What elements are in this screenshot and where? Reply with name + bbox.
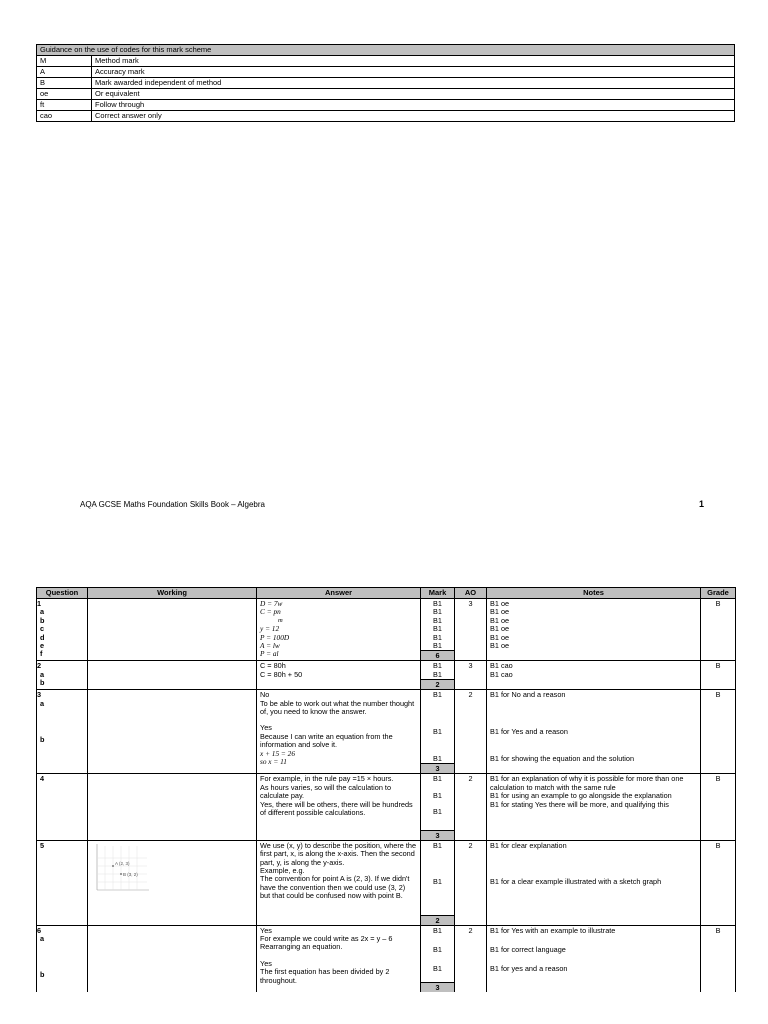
code: ft [37, 100, 92, 111]
answer: As hours varies, so will the calculation to calculate pay. [260, 782, 391, 801]
answer: To be able to work out what the number thought of, you need to know the answer. [260, 698, 415, 717]
answer-cell [257, 925, 421, 992]
question-number [37, 925, 88, 992]
question-row-2 [37, 661, 736, 690]
part: a [40, 669, 45, 679]
answer: No [260, 690, 270, 700]
header-row [37, 588, 736, 599]
note: B1 cao [490, 661, 513, 671]
total-mark: 3 [421, 763, 454, 773]
note: B1 for No and a reason [490, 690, 566, 700]
answer: Yes, there will be others, there will be hundreds of different possible calculations. [260, 799, 413, 818]
question-number [37, 690, 88, 774]
note: B1 for clear explanation [490, 840, 567, 850]
code: oe [37, 89, 92, 100]
ao-cell: 3 [455, 661, 487, 690]
qnum: 2 [37, 661, 42, 671]
answer: P = al [260, 649, 279, 659]
question-number [37, 661, 88, 690]
guidance-row [37, 89, 735, 100]
note: B1 for an explanation of why it is possible for more than one calculation to match with the same rule [490, 774, 684, 792]
grade-cell: B [701, 661, 736, 690]
sketch-graph [91, 842, 151, 896]
working-cell [88, 599, 257, 661]
part: f [40, 649, 43, 659]
guidance-header-row [37, 45, 735, 56]
part: e [40, 641, 45, 651]
part: b [40, 735, 45, 745]
meaning: Or equivalent [92, 89, 735, 100]
answer: P = 100D [260, 632, 290, 642]
note: B1 for using an example to go alongside the explanation [490, 791, 672, 801]
note: B1 oe [490, 624, 510, 634]
answer-cell [257, 599, 421, 661]
mark: B1 [433, 840, 442, 850]
grid [97, 846, 147, 890]
answer: Rearranging an equation. [260, 942, 343, 952]
code: A [37, 67, 92, 78]
notes-cell [487, 774, 701, 840]
answer: y = 12 [260, 624, 280, 634]
question-number [37, 774, 88, 840]
answer: x + 15 = 26 [260, 748, 295, 758]
point-a-label: A (2, 3) [115, 860, 130, 866]
mark: B1 [433, 754, 442, 764]
mark: B1 [433, 661, 442, 671]
ao-cell: 2 [455, 925, 487, 992]
col-grade: Grade [701, 588, 736, 599]
footer-title: AQA GCSE Maths Foundation Skills Book – Algebra [80, 500, 265, 509]
working-cell [88, 925, 257, 992]
answer: The convention for point A is (2, 3). If we didn't have the convention then we could use (3, 2) but that could be confused now with point B. [260, 874, 410, 901]
code: B [37, 78, 92, 89]
mark: B1 [433, 669, 442, 679]
total-mark: 3 [421, 982, 454, 992]
answer: C = 80h + 50 [260, 669, 303, 679]
col-question: Question [37, 588, 88, 599]
grade-cell: B [701, 840, 736, 925]
point-a [112, 865, 114, 867]
note: B1 oe [490, 641, 510, 651]
answer: For example we could write as 2x = y – 6 [260, 933, 393, 943]
mark-cell [421, 925, 455, 992]
question-row-6 [37, 925, 736, 992]
qnum: 6 [37, 925, 42, 935]
note: B1 for stating Yes there will be more, and qualifying this [490, 799, 669, 809]
ao-cell: 2 [455, 774, 487, 840]
answer: Yes [260, 723, 272, 733]
qnum: 1 [37, 599, 42, 608]
question-number [37, 840, 88, 925]
guidance-row [37, 100, 735, 111]
guidance-table [36, 44, 735, 122]
mark-cell [421, 599, 455, 661]
col-working: Working [88, 588, 257, 599]
working-cell [88, 774, 257, 840]
code: M [37, 56, 92, 67]
qnum: 4 [40, 774, 45, 784]
col-notes: Notes [487, 588, 701, 599]
qnum: 3 [37, 690, 42, 700]
ao-cell: 2 [455, 690, 487, 774]
working-cell [88, 840, 257, 925]
page-number: 1 [699, 499, 705, 509]
total-mark: 3 [421, 830, 454, 840]
ao-cell: 3 [455, 599, 487, 661]
note: B1 cao [490, 669, 513, 679]
part: a [40, 933, 45, 943]
guidance-row [37, 78, 735, 89]
grade-cell: B [701, 925, 736, 992]
col-mark: Mark [421, 588, 455, 599]
part: b [40, 970, 45, 980]
mark-cell [421, 840, 455, 925]
answer: Example, e.g. [260, 865, 305, 875]
mark: B1 [433, 632, 442, 642]
question-number [37, 599, 88, 661]
mark-scheme-table [36, 587, 736, 992]
note: B1 oe [490, 615, 510, 625]
answer: Yes [260, 925, 272, 935]
mark: B1 [433, 690, 442, 700]
mark-cell [421, 774, 455, 840]
mark: B1 [433, 599, 442, 608]
note: B1 for showing the equation and the solution [490, 754, 635, 764]
notes-cell [487, 599, 701, 661]
point-b-label: B (3, 2) [123, 871, 138, 877]
note: B1 oe [490, 632, 510, 642]
question-row-1 [37, 599, 736, 661]
guidance-header: Guidance on the use of codes for this mark scheme [37, 45, 735, 56]
answer: D = 7w [260, 599, 283, 608]
mark: B1 [433, 641, 442, 651]
answer: Because I can write an equation from the information and solve it. [260, 731, 393, 750]
part: d [40, 632, 45, 642]
question-row-4 [37, 774, 736, 840]
total-mark: 2 [421, 679, 454, 689]
answer-cell [257, 690, 421, 774]
working-cell [88, 661, 257, 690]
guidance-row [37, 56, 735, 67]
part: b [40, 615, 45, 625]
answer: For example, in the rule pay =15 × hours. [260, 774, 394, 784]
mark-cell [421, 661, 455, 690]
mark: B1 [433, 807, 442, 817]
total-mark: 6 [421, 650, 454, 660]
notes-cell [487, 840, 701, 925]
grade-cell: B [701, 774, 736, 840]
part: b [40, 678, 45, 688]
working-cell [88, 690, 257, 774]
grade-cell: B [701, 599, 736, 661]
answer-cell [257, 661, 421, 690]
mark-cell [421, 690, 455, 774]
note: B1 for correct language [490, 944, 566, 954]
mark: B1 [433, 774, 442, 784]
mark: B1 [433, 944, 442, 954]
mark: B1 [433, 964, 442, 974]
mark: B1 [433, 925, 442, 935]
question-row-5 [37, 840, 736, 925]
answer: We use (x, y) to describe the position, where the first part, x, is along the x-axis. Then the second part, y, is along the y-axis. [260, 840, 417, 867]
ao-cell: 2 [455, 840, 487, 925]
answer: The first equation has been divided by 2 throughout. [260, 967, 390, 985]
mark: B1 [433, 877, 442, 887]
answer: C = 80h [260, 661, 286, 671]
note: B1 oe [490, 599, 510, 608]
answer: so x = 11 [260, 757, 287, 767]
notes-cell [487, 925, 701, 992]
answer: A = lw [260, 641, 280, 651]
meaning: Mark awarded independent of method [92, 78, 735, 89]
mark: B1 [433, 607, 442, 617]
answer-cell [257, 774, 421, 840]
code: cao [37, 111, 92, 122]
answer-cell [257, 840, 421, 925]
notes-cell [487, 661, 701, 690]
col-ao: AO [455, 588, 487, 599]
meaning: Follow through [92, 100, 735, 111]
part: a [40, 607, 45, 617]
col-answer: Answer [257, 588, 421, 599]
note: B1 for Yes and a reason [490, 726, 568, 736]
guidance-row [37, 111, 735, 122]
answer: Yes [260, 958, 272, 968]
mark: B1 [433, 726, 442, 736]
total-mark: 2 [421, 915, 454, 925]
meaning: Accuracy mark [92, 67, 735, 78]
note: B1 for yes and a reason [490, 964, 568, 974]
answer: m [278, 616, 283, 624]
note: B1 for a clear example illustrated with a sketch graph [490, 877, 662, 887]
question-row-3 [37, 690, 736, 774]
note: B1 for Yes with an example to illustrate [490, 925, 616, 935]
notes-cell [487, 690, 701, 774]
point-b [120, 873, 122, 875]
mark: B1 [433, 790, 442, 800]
mark: B1 [433, 624, 442, 634]
meaning: Correct answer only [92, 111, 735, 122]
part: c [40, 624, 45, 634]
answer: C = pn [260, 607, 281, 617]
guidance-row [37, 67, 735, 78]
part: a [40, 698, 45, 708]
mark: B1 [433, 615, 442, 625]
meaning: Method mark [92, 56, 735, 67]
qnum: 5 [40, 840, 45, 850]
note: B1 oe [490, 607, 510, 617]
grade-cell: B [701, 690, 736, 774]
